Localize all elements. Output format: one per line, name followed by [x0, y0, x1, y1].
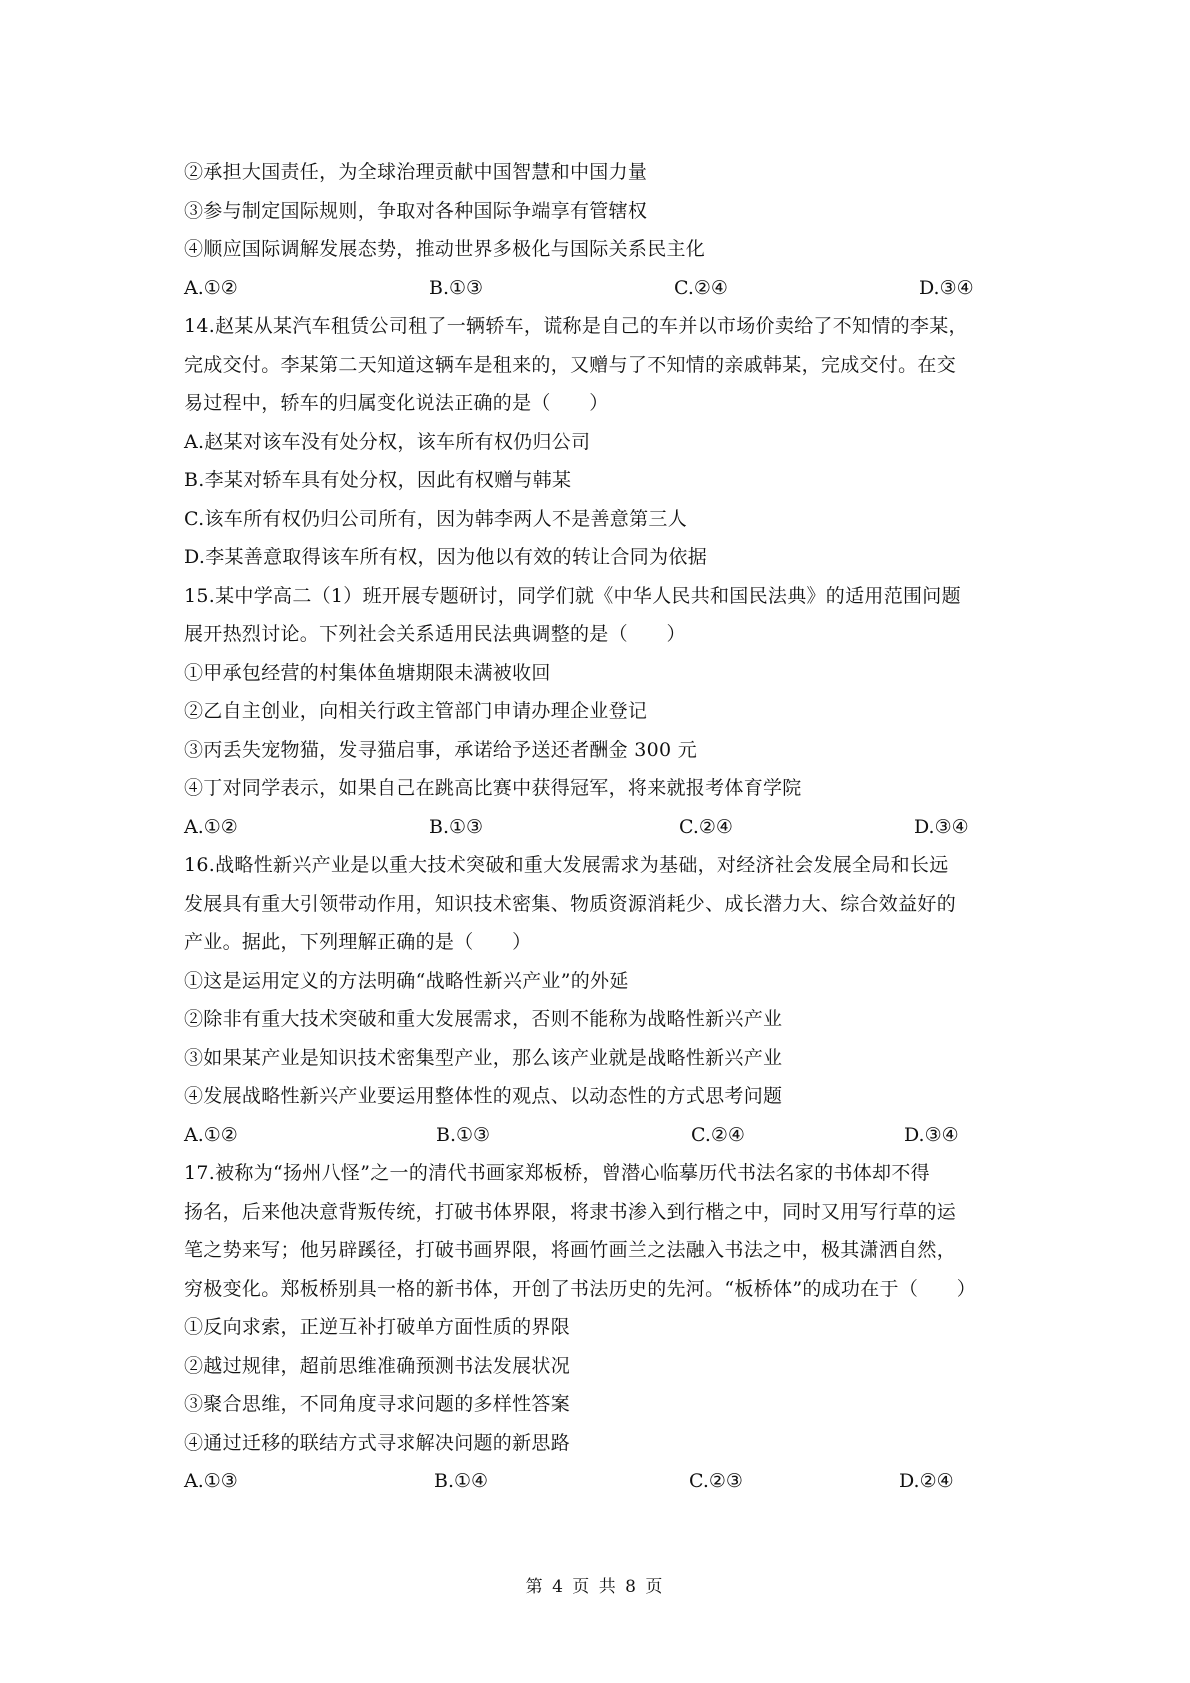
q15-option-c: C.②④ [679, 815, 733, 838]
q14-stem-line: 完成交付。李某第二天知道这辆车是租来的，又赠与了不知情的亲戚韩某，完成交付。在交 [184, 353, 957, 376]
q16-item-2: ②除非有重大技术突破和重大发展需求，否则不能称为战略性新兴产业 [184, 1008, 783, 1030]
q15-option-a: A.①② [184, 815, 238, 838]
q14-option-c: C.该车所有权仍归公司所有，因为韩李两人不是善意第三人 [184, 507, 688, 530]
q17-stem-line: 穷极变化。郑板桥别具一格的新书体，开创了书法历史的先河。“板桥体”的成功在于（ ） [184, 1277, 977, 1300]
q16-option-a: A.①② [184, 1123, 238, 1146]
q13-option-c: C.②④ [674, 276, 728, 299]
q15-options [184, 808, 1024, 847]
q16-options [184, 1116, 1024, 1155]
q17-stem-line: 笔之势来写；他另辟蹊径，打破书画界限，将画竹画兰之法融入书法之中，极其潇洒自然， [184, 1239, 957, 1261]
q15-option-d: D.③④ [914, 815, 969, 838]
q14-option-d: D.李某善意取得该车所有权，因为他以有效的转让合同为依据 [184, 546, 707, 568]
q17-option-b: B.①④ [434, 1470, 489, 1492]
q17-option-c: C.②③ [689, 1470, 743, 1492]
q17-item-3: ③聚合思维，不同角度寻求问题的多样性答案 [184, 1393, 571, 1415]
q14-option-b: B.李某对轿车具有处分权，因此有权赠与韩某 [184, 469, 572, 491]
q15-item-1: ①甲承包经营的村集体鱼塘期限未满被收回 [184, 661, 551, 684]
q16-stem-line: 发展具有重大引领带动作用，知识技术密集、物质资源消耗少、成长潜力大、综合效益好的 [184, 892, 957, 915]
q14-stem-line: 易过程中，轿车的归属变化说法正确的是（ ） [184, 392, 609, 414]
q13-item-4: ④顺应国际调解发展态势，推动世界多极化与国际关系民主化 [184, 238, 706, 260]
q17-stem-line: 扬名，后来他决意背叛传统，打破书体界限，将隶书渗入到行楷之中，同时又用写行草的运 [184, 1200, 957, 1223]
q15-stem-line: 15.某中学高二（1）班开展专题研讨，同学们就《中华人民共和国民法典》的适用范围问题 [184, 584, 961, 607]
q17-item-4: ④通过迁移的联结方式寻求解决问题的新思路 [184, 1431, 571, 1454]
q13-option-d: D.③④ [919, 276, 974, 299]
q16-option-d: D.③④ [904, 1123, 959, 1146]
q15-stem-line: 展开热烈讨论。下列社会关系适用民法典调整的是（ ） [184, 623, 686, 645]
q17-stem-line: 17.被称为“扬州八怪”之一的清代书画家郑板桥，曾潜心临摹历代书法名家的书体却不得 [184, 1162, 930, 1184]
q17-option-a: A.①③ [184, 1470, 238, 1492]
q16-item-3: ③如果某产业是知识技术密集型产业，那么该产业就是战略性新兴产业 [184, 1046, 783, 1069]
page-number-footer: 第 4 页 共 8 页 [525, 1577, 665, 1597]
q14-stem-line: 14.赵某从某汽车租赁公司租了一辆轿车，谎称是自己的车并以市场价卖给了不知情的李某， [184, 315, 968, 337]
q16-option-c: C.②④ [691, 1123, 745, 1146]
q16-stem-line: 产业。据此，下列理解正确的是（ ） [184, 931, 532, 953]
q13-item-3: ③参与制定国际规则，争取对各种国际争端享有管辖权 [184, 199, 648, 222]
q16-stem-line: 16.战略性新兴产业是以重大技术突破和重大发展需求为基础，对经济社会发展全局和长远 [184, 854, 949, 876]
q15-item-2: ②乙自主创业，向相关行政主管部门申请办理企业登记 [184, 700, 648, 722]
q13-item-2: ②承担大国责任，为全球治理贡献中国智慧和中国力量 [184, 161, 648, 183]
q17-option-d: D.②④ [899, 1470, 954, 1492]
q16-item-4: ④发展战略性新兴产业要运用整体性的观点、以动态性的方式思考问题 [184, 1085, 783, 1107]
q16-item-1: ①这是运用定义的方法明确“战略性新兴产业”的外延 [184, 969, 629, 992]
q16-option-b: B.①③ [436, 1123, 491, 1146]
q15-item-4: ④丁对同学表示，如果自己在跳高比赛中获得冠军，将来就报考体育学院 [184, 777, 802, 799]
q15-item-3: ③丙丢失宠物猫，发寻猫启事，承诺给予送还者酬金 300 元 [184, 738, 698, 761]
q17-item-1: ①反向求索，正逆互补打破单方面性质的界限 [184, 1316, 571, 1338]
q13-option-b: B.①③ [429, 276, 484, 299]
q13-options [184, 269, 1024, 308]
q17-options [184, 1462, 1024, 1501]
page-content [184, 153, 1024, 1501]
q15-option-b: B.①③ [429, 815, 484, 838]
q14-option-a: A.赵某对该车没有处分权，该车所有权仍归公司 [184, 430, 591, 453]
q17-item-2: ②越过规律，超前思维准确预测书法发展状况 [184, 1354, 571, 1377]
q13-option-a: A.①② [184, 276, 238, 299]
